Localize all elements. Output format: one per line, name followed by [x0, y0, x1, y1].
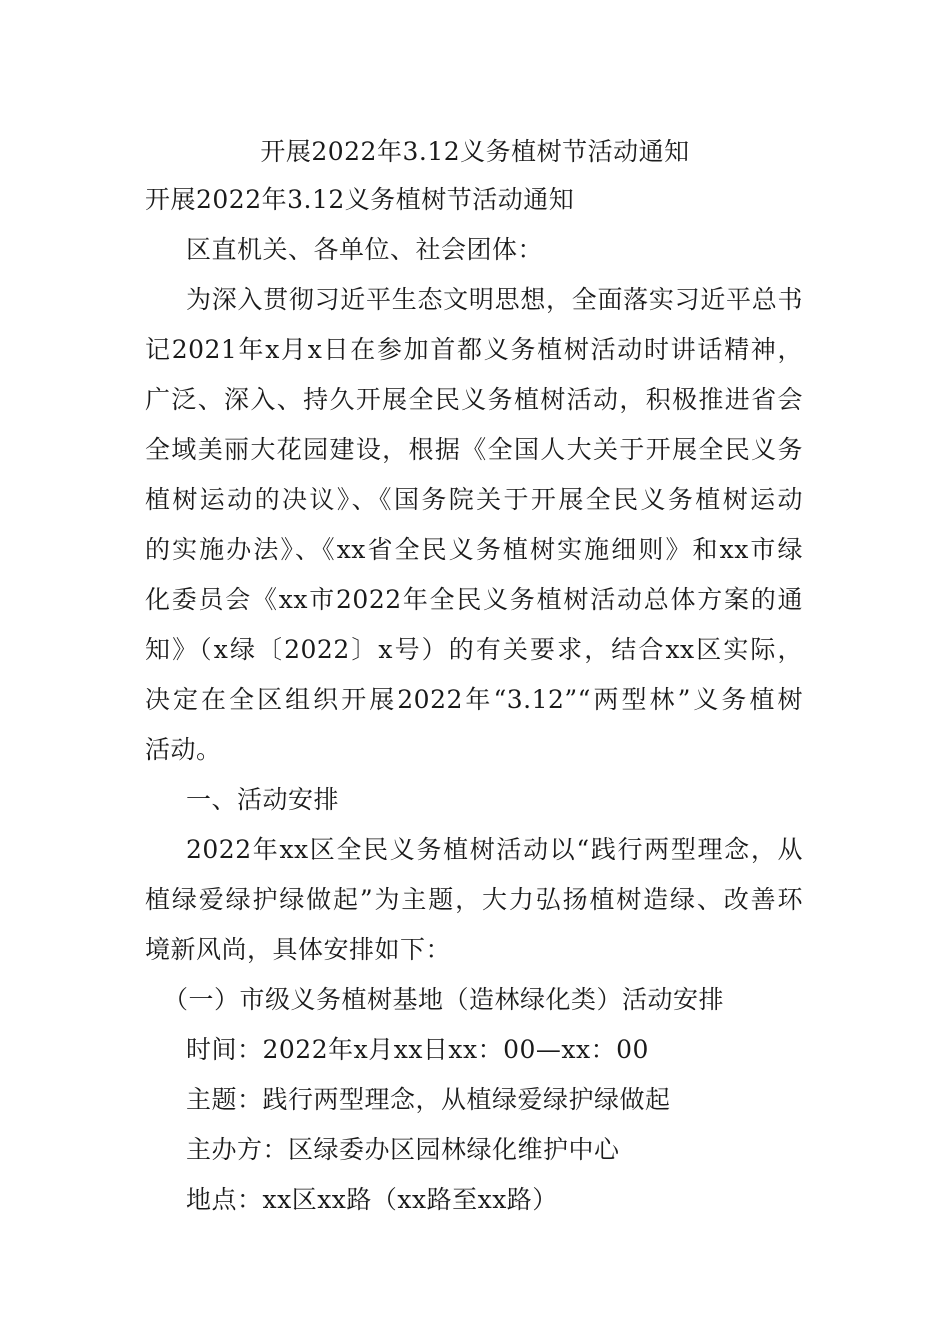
intro-line: 为深入贯彻习近平生态文明思想，全面落实习近平总书 — [186, 285, 803, 314]
intro-line: 的实施办法》、《xx省全民义务植树实施细则》和xx市绿 — [145, 535, 803, 564]
intro-line: 全域美丽大花园建设，根据《全国人大关于开展全民义务 — [145, 435, 803, 464]
document-title: 开展2022年3.12义务植树节活动通知 — [260, 137, 690, 166]
theme-line: 主题：践行两型理念，从植绿爱绿护绿做起 — [186, 1085, 671, 1114]
time-line: 时间：2022年x月xx日xx：00—xx：00 — [186, 1035, 649, 1064]
location-line: 地点：xx区xx路（xx路至xx路） — [186, 1185, 558, 1214]
intro-line: 活动。 — [145, 735, 222, 764]
intro-line: 决定在全区组织开展2022年“3.12”“两型林”义务植树 — [145, 685, 803, 714]
intro-line: 记2021年x月x日在参加首都义务植树活动时讲话精神， — [145, 335, 803, 364]
section1-line: 植绿爱绿护绿做起”为主题，大力弘扬植树造绿、改善环 — [145, 885, 803, 914]
section1-heading: 一、活动安排 — [186, 785, 340, 814]
intro-line: 广泛、深入、持久开展全民义务植树活动，积极推进省会 — [145, 385, 803, 414]
organizer-line: 主办方：区绿委办区园林绿化维护中心 — [186, 1135, 620, 1164]
intro-line: 知》（x绿〔2022〕x号）的有关要求，结合xx区实际， — [145, 635, 803, 664]
subsection1-heading: （一）市级义务植树基地（造林绿化类）活动安排 — [163, 985, 725, 1014]
section1-line: 境新风尚，具体安排如下： — [145, 935, 452, 964]
document-subtitle: 开展2022年3.12义务植树节活动通知 — [145, 185, 575, 214]
intro-line: 植树运动的决议》、《国务院关于开展全民义务植树运动 — [145, 485, 803, 514]
salutation: 区直机关、各单位、社会团体： — [186, 235, 544, 264]
intro-line: 化委员会《xx市2022年全民义务植树活动总体方案的通 — [145, 585, 803, 614]
section1-line: 2022年xx区全民义务植树活动以“践行两型理念，从 — [186, 835, 803, 864]
